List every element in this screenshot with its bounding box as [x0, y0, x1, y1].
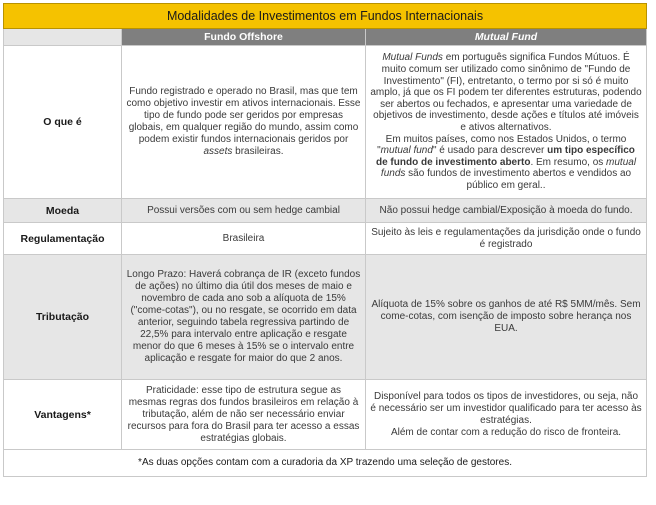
row-label-vantagens: Vantagens* — [4, 380, 122, 450]
table-title: Modalidades de Investimentos em Fundos Internacionais — [4, 4, 647, 29]
mutual-vantagens-p2: Além de contar com a redução do risco de fronteira. — [390, 426, 622, 438]
mutual-o-que-e-paragraph-1 — [370, 52, 642, 133]
offshore-tributacao: Longo Prazo: Haverá cobrança de IR (exceto fundos de ações) no último dia útil dos meses de maio e novembro de cada ano sob a alíquota de 15% ("come-cotas"), ou no resgate, se ocorrido em data anterior, seguindo tabela regressiva partindo de 22,5% para intervalo entre aplicação e resgate menor do que 6 meses à 15% se o intervalo entre aplicação e resgate for maior do que 2 anos. — [122, 255, 366, 380]
mutual-o-que-e-p1-text: em português significa Fundos Mútuos. É muito comum ser utilizado como sinônimo de "Fundo de Investimento" (FI), entretanto, o termo por si só é muito amplo, já que os FI podem ter diferentes estruturas, podendo ser abertos ou fechados, e apresentar uma variedade de objetivos de investimento, desde ações e títulos até imóveis e ativos alternativos. — [370, 52, 642, 133]
header-mutual-fund: Mutual Fund — [366, 29, 647, 46]
offshore-o-que-e-end: brasileiras. — [232, 146, 284, 157]
row-o-que-e — [4, 46, 647, 199]
mutual-p2-a: Em muitos países, como nos Estados Unidos, o termo " — [377, 133, 627, 157]
mutual-p2-b: " é usado para descrever — [432, 145, 548, 157]
offshore-regulamentacao: Brasileira — [122, 223, 366, 255]
row-label-tributacao: Tributação — [4, 255, 122, 380]
footnote: *As duas opções contam com a curadoria da XP trazendo uma seleção de gestores. — [4, 450, 647, 477]
mutual-p2-d: são fundos de investimento abertos e vendidos ao público em geral.. — [408, 168, 632, 191]
row-regulamentacao — [4, 223, 647, 255]
mutual-p2-bold: um tipo específico de fundo de investimento aberto — [375, 145, 635, 168]
row-label-moeda: Moeda — [4, 199, 122, 223]
mutual-tributacao: Alíquota de 15% sobre os ganhos de até R$ 5MM/mês. Sem come-cotas, com isenção de imposto sobre herança nos EUA. — [366, 255, 647, 380]
mutual-regulamentacao: Sujeito às leis e regulamentações da jurisdição onde o fundo é registrado — [366, 223, 647, 255]
row-label-o-que-e: O que é — [4, 46, 122, 199]
mutual-moeda: Não possui hedge cambial/Exposição à moeda do fundo. — [366, 199, 647, 223]
row-tributacao — [4, 255, 647, 380]
row-label-regulamentacao: Regulamentação — [4, 223, 122, 255]
mutual-o-que-e — [366, 46, 647, 199]
header-fundo-offshore: Fundo Offshore — [122, 29, 366, 46]
mutual-p2-c: . Em resumo, os — [530, 156, 607, 168]
mutual-funds-italic: Mutual Funds — [382, 52, 443, 64]
mutual-p2-italic-2: mutual funds — [380, 156, 637, 180]
offshore-assets-italic: assets — [203, 146, 233, 157]
mutual-o-que-e-paragraph-2 — [370, 134, 642, 192]
comparison-table-wrapper — [3, 3, 646, 477]
row-footnote — [4, 450, 647, 477]
offshore-o-que-e-text: Fundo registrado e operado no Brasil, mas que tem como objetivo investir em ativos internacionais. Esse tipo de fundo pode ser geridos por empresas globais, em qualquer região do mundo, assim como podem existir fundos internacionais geridos por — [126, 86, 361, 145]
comparison-table — [3, 3, 647, 477]
mutual-p2-italic: mutual fund — [380, 145, 433, 157]
offshore-vantagens: Praticidade: esse tipo de estrutura segue as mesmas regras dos fundos brasileiros em relação à tributação, além de não ser necessário enviar recursos para fora do Brasil para ter acesso a essas estratégias globais. — [122, 380, 366, 450]
header-blank — [4, 29, 122, 46]
mutual-vantagens — [366, 380, 647, 450]
mutual-vantagens-p1: Disponível para todos os tipos de investidores, ou seja, não é necessário ser um investidor qualificado para ter acesso às estratégias. — [370, 390, 642, 426]
row-vantagens — [4, 380, 647, 450]
offshore-o-que-e — [122, 46, 366, 199]
row-moeda — [4, 199, 647, 223]
offshore-moeda: Possui versões com ou sem hedge cambial — [122, 199, 366, 223]
